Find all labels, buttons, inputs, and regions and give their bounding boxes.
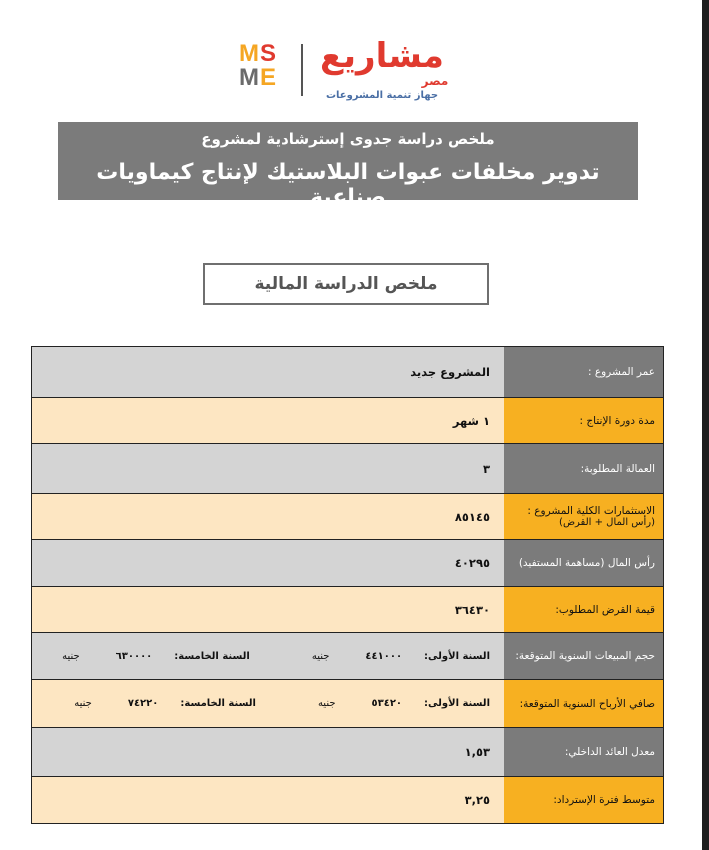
msme-letter-m1: M [239,40,260,67]
row-label: متوسط فترة الإسترداد: [504,777,663,823]
year1-value: ٤٤١٠٠٠ [365,650,403,662]
row-value: ٣٦٤٣٠ [32,587,504,632]
table-row [32,587,663,633]
row-value: المشروع جديد [32,347,504,397]
row-value: ١,٥٣ [32,728,504,776]
logo-brand-sub: مصر [421,74,449,88]
year5-label: السنة الخامسة: [174,650,250,662]
row-value: ١ شهر [32,398,504,443]
row-label: صافي الأرباح السنوية المتوقعة: [504,680,663,727]
year1-unit: جنيه [311,650,330,662]
profit-by-year [40,698,490,709]
year1-label: السنة الأولى: [424,650,490,662]
table-row [32,347,663,398]
row-label: العمالة المطلوبة: [504,444,663,493]
msme-letter-e: E [260,64,278,91]
msme-mark [239,42,297,90]
row-label-main: الاستثمارات الكلية المشروع : [527,505,655,517]
year1-unit: جنيه [317,698,336,709]
row-label [504,494,663,539]
title-banner [58,122,638,210]
year1-value: ٥٣٤٢٠ [371,698,403,709]
row-label: مدة دورة الإنتاج : [504,398,663,443]
year1-label: السنة الأولى: [424,698,490,709]
row-label-sub: (رأس المال + القرض) [559,517,655,528]
section-title: ملخص الدراسة المالية [203,263,489,305]
row-label: معدل العائد الداخلي: [504,728,663,776]
logo-divider [301,44,303,96]
banner-subtitle: ملخص دراسة جدوى إسترشادية لمشروع [201,130,495,148]
page-edge [702,0,709,850]
logo-tagline: جهاز تنمية المشروعات [325,90,439,101]
row-value: ٣ [32,444,504,493]
row-value: ٣,٢٥ [32,777,504,823]
table-row [32,728,663,777]
row-label: عمر المشروع : [504,347,663,397]
financial-summary-table [31,346,664,824]
table-row [32,777,663,823]
msme-logo [233,36,463,104]
logo-brand-name: مشاريع [320,36,444,76]
table-row [32,398,663,444]
year5-unit: جنيه [62,650,80,662]
row-value: ٨٥١٤٥ [32,494,504,539]
row-label: حجم المبيعات السنوية المتوقعة: [504,633,663,679]
table-row [32,680,663,728]
banner-title: تدوير مخلفات عبوات البلاستيك لإنتاج كيماويات صناعية [96,160,600,210]
msme-letter-m2: M [239,64,260,91]
table-row [32,494,663,540]
row-label: رأس المال (مساهمة المستفيد) [504,540,663,586]
row-value: ٤٠٢٩٥ [32,540,504,586]
table-row [32,633,663,680]
sales-by-year [40,651,490,662]
row-value [32,680,504,727]
table-row [32,444,663,494]
year5-value: ٧٤٢٢٠ [127,698,159,709]
row-label: قيمة القرض المطلوب: [504,587,663,632]
year5-label: السنة الخامسة: [180,698,256,709]
year5-value: ٦٣٠٠٠٠ [115,650,153,662]
msme-letter-s: S [260,40,278,67]
row-value [32,633,504,679]
year5-unit: جنيه [74,698,92,709]
table-row [32,540,663,587]
